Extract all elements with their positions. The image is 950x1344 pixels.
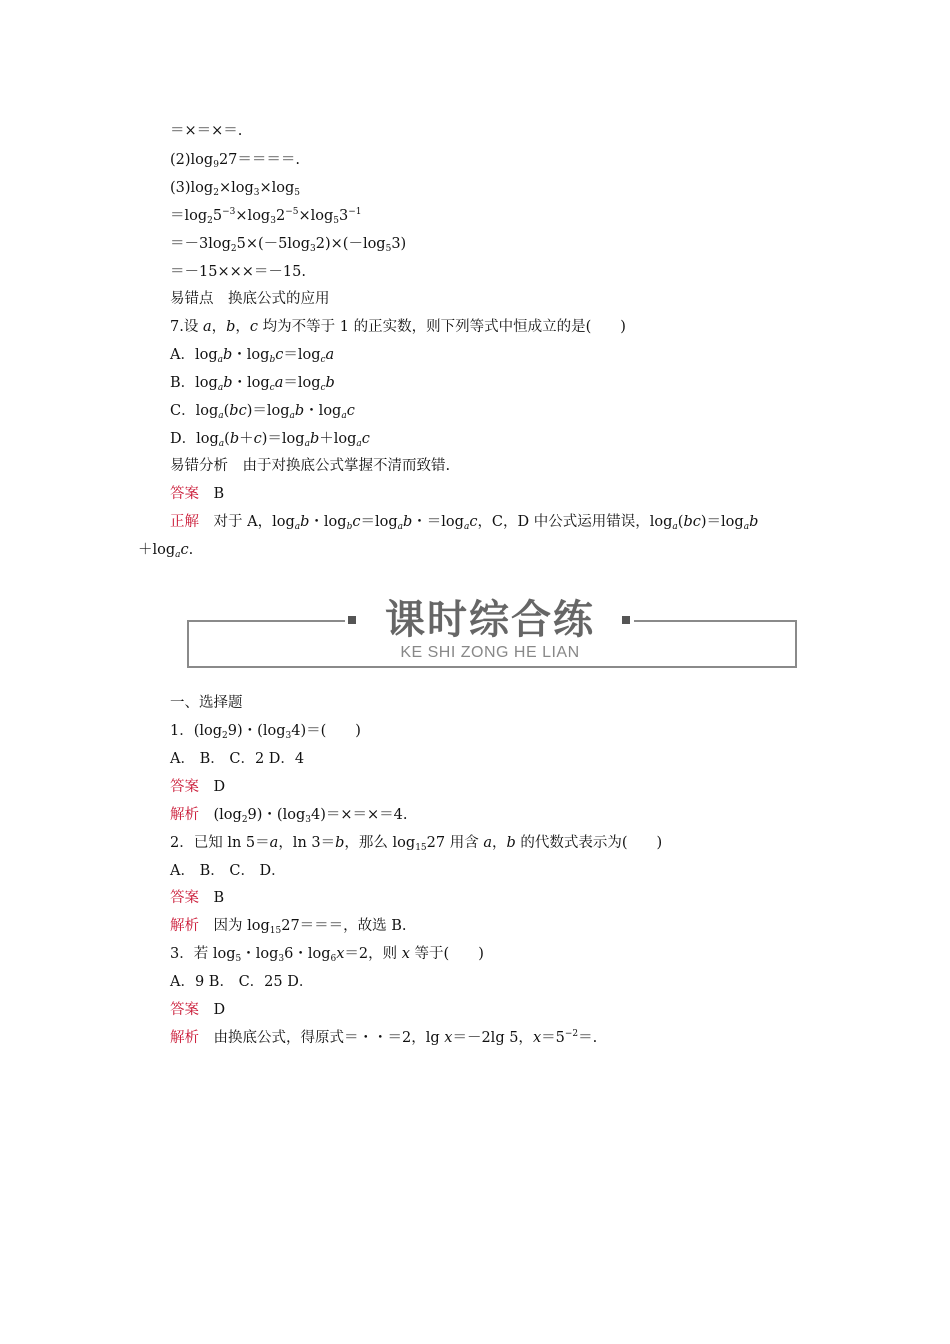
section-heading: 一、选择题 [170,695,243,711]
line-2: $(2)\log_927====$. [170,152,300,170]
answer-label: 答案 [170,486,199,502]
question-1-options: A． B． C．2 D．4 [170,751,305,767]
line-5: $=-3\log_25\times(-5\log_32)\times(-\log_53)$ [170,236,407,254]
solution-label: 解析 [170,807,199,823]
correct-solution-label: 正解 [170,514,199,530]
answer-label: 答案 [170,779,199,795]
answer-label: 答案 [170,1002,199,1018]
line-3: $(3)\log_2\times\log_3\times\log_5$ [170,180,301,198]
solution-1: 解析 $(\log_29)$・$(\log_34)=\times=\times=4$. [170,807,408,825]
banner-title: 课时综合练 [385,597,595,643]
solution-label: 解析 [170,918,199,934]
error-analysis: 易错分析 由于对换底公式掌握不清而致错. [170,458,451,474]
question-1: 1．$(\log_29)$・$(\log_34)=$( ) [170,723,361,741]
question-3: 3．若 $\log_5$・$\log_36$・$\log_6x=2$，则 x 等于( ) [170,946,484,964]
banner-line-right [634,620,797,622]
banner-line-left [187,620,345,622]
answer-label: 答案 [170,890,199,906]
answer-7: 答案 B [170,486,225,502]
correct-solution-7: 正解 对于 A，$\log_ab$・$\log_bc=\log_ab$・$=\log_ac$，C，D 中公式运用错误，$\log_a(bc)=\log_ab$ [170,514,759,532]
question-2-options: A． B． C． D． [170,863,286,879]
answer-2: 答案 B [170,890,225,906]
answer-1: 答案 D [170,779,226,795]
line-1: ＝×＝×＝. [170,123,243,139]
correct-solution-7-cont: $+\log_ac$. [138,542,194,560]
solution-2: 解析 因为 $\log_{15}27===$，故选 B. [170,918,407,936]
question-7: 7.设 a，b，c 均为不等于 1 的正实数，则下列等式中恒成立的是( ) [170,319,626,335]
banner-subtitle: KE SHI ZONG HE LIAN [400,644,580,661]
banner-square-left [348,616,356,624]
option-a: A．$\log_ab$・$\log_bc=\log_ca$ [170,347,335,365]
option-c: C．$\log_a(bc)=\log_ab$・$\log_ac$ [170,403,355,421]
solution-3: 解析 由换底公式，得原式＝・・＝2，lg x＝－2lg 5，$x=5^{-2}=$. [170,1029,598,1046]
line-6: ＝－15×××＝－15. [170,264,306,280]
option-d: D．$\log_a(b+c)=\log_ab+\log_ac$ [170,431,370,449]
answer-3: 答案 D [170,1002,226,1018]
error-point-heading: 易错点 换底公式的应用 [170,291,330,307]
banner-square-right [622,616,630,624]
question-3-options: A．9 B． C．25 D． [170,974,314,990]
option-b: B．$\log_ab$・$\log_ca=\log_cb$ [170,375,335,393]
line-4: $=\log_25^{-3}\times\log_32^{-5}\times\log_53^{-1}$ [170,207,362,226]
question-2: 2．已知 ln 5＝a，ln 3＝b，那么 $\log_{15}27$ 用含 a，b 的代数式表示为( ) [170,835,663,853]
solution-label: 解析 [170,1030,199,1046]
